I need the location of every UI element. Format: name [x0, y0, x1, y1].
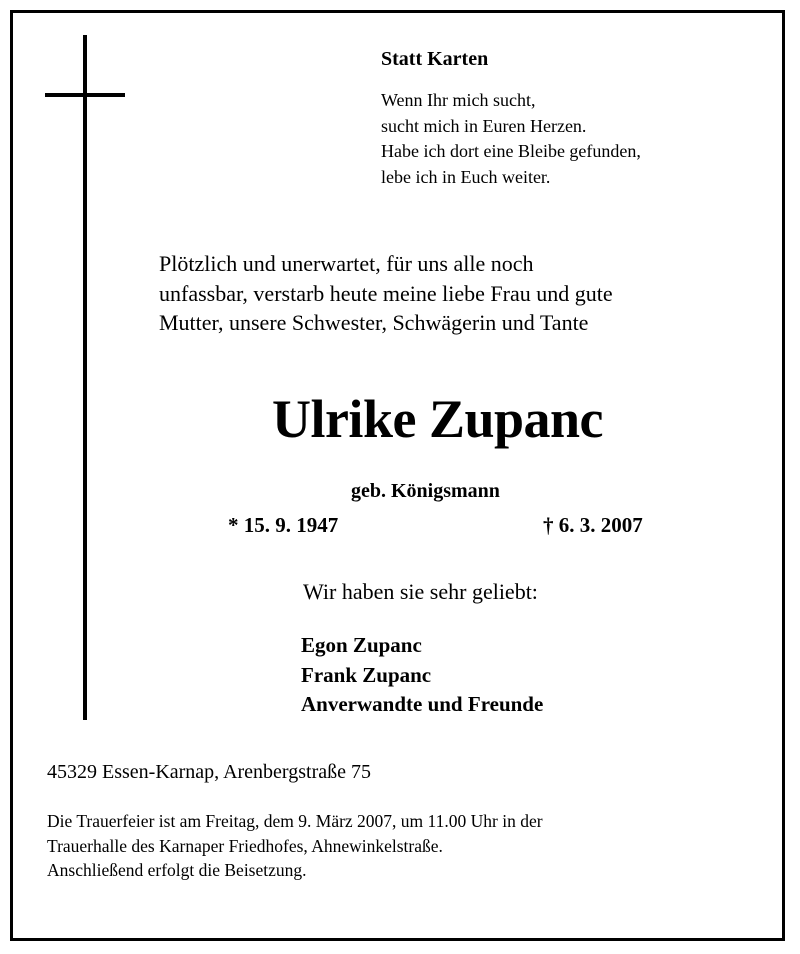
- service-line: Die Trauerfeier ist am Freitag, dem 9. März 2007, um 11.00 Uhr in der: [47, 811, 543, 831]
- obituary-notice: [10, 10, 785, 941]
- loved-text: Wir haben sie sehr geliebt:: [303, 579, 538, 604]
- announcement-line: Plötzlich und unerwartet, für uns alle noch: [159, 251, 534, 276]
- statt-karten-heading: Statt Karten: [381, 48, 489, 70]
- mourners-list: [301, 631, 543, 720]
- cross-icon-vertical: [83, 35, 87, 720]
- announcement-line: Mutter, unsere Schwester, Schwägerin und Tante: [159, 310, 589, 335]
- announcement-line: unfassbar, verstarb heute meine liebe Frau und gute: [159, 280, 613, 306]
- death-date: † 6. 3. 2007: [543, 513, 643, 537]
- poem-line: lebe ich in Euch weiter.: [381, 166, 551, 187]
- announcement-text: [159, 249, 613, 338]
- service-line: Trauerhalle des Karnaper Friedhofes, Ahnewinkelstraße.: [47, 835, 443, 856]
- address: 45329 Essen-Karnap, Arenbergstraße 75: [47, 761, 371, 783]
- poem-line: Wenn Ihr mich sucht,: [381, 90, 536, 110]
- mourner: Frank Zupanc: [301, 662, 432, 687]
- maiden-name: geb. Königsmann: [351, 480, 500, 502]
- poem-line: sucht mich in Euren Herzen.: [381, 115, 587, 136]
- service-line: Anschließend erfolgt die Beisetzung.: [47, 860, 307, 880]
- service-info: [47, 809, 543, 883]
- poem-line: Habe ich dort eine Bleibe gefunden,: [381, 141, 641, 161]
- birth-date: * 15. 9. 1947: [228, 513, 339, 537]
- mourner: Anverwandte und Freunde: [301, 692, 544, 716]
- poem: [381, 88, 641, 190]
- deceased-name: Ulrike Zupanc: [271, 389, 604, 449]
- mourner: Egon Zupanc: [301, 633, 422, 657]
- cross-icon-horizontal: [45, 93, 125, 97]
